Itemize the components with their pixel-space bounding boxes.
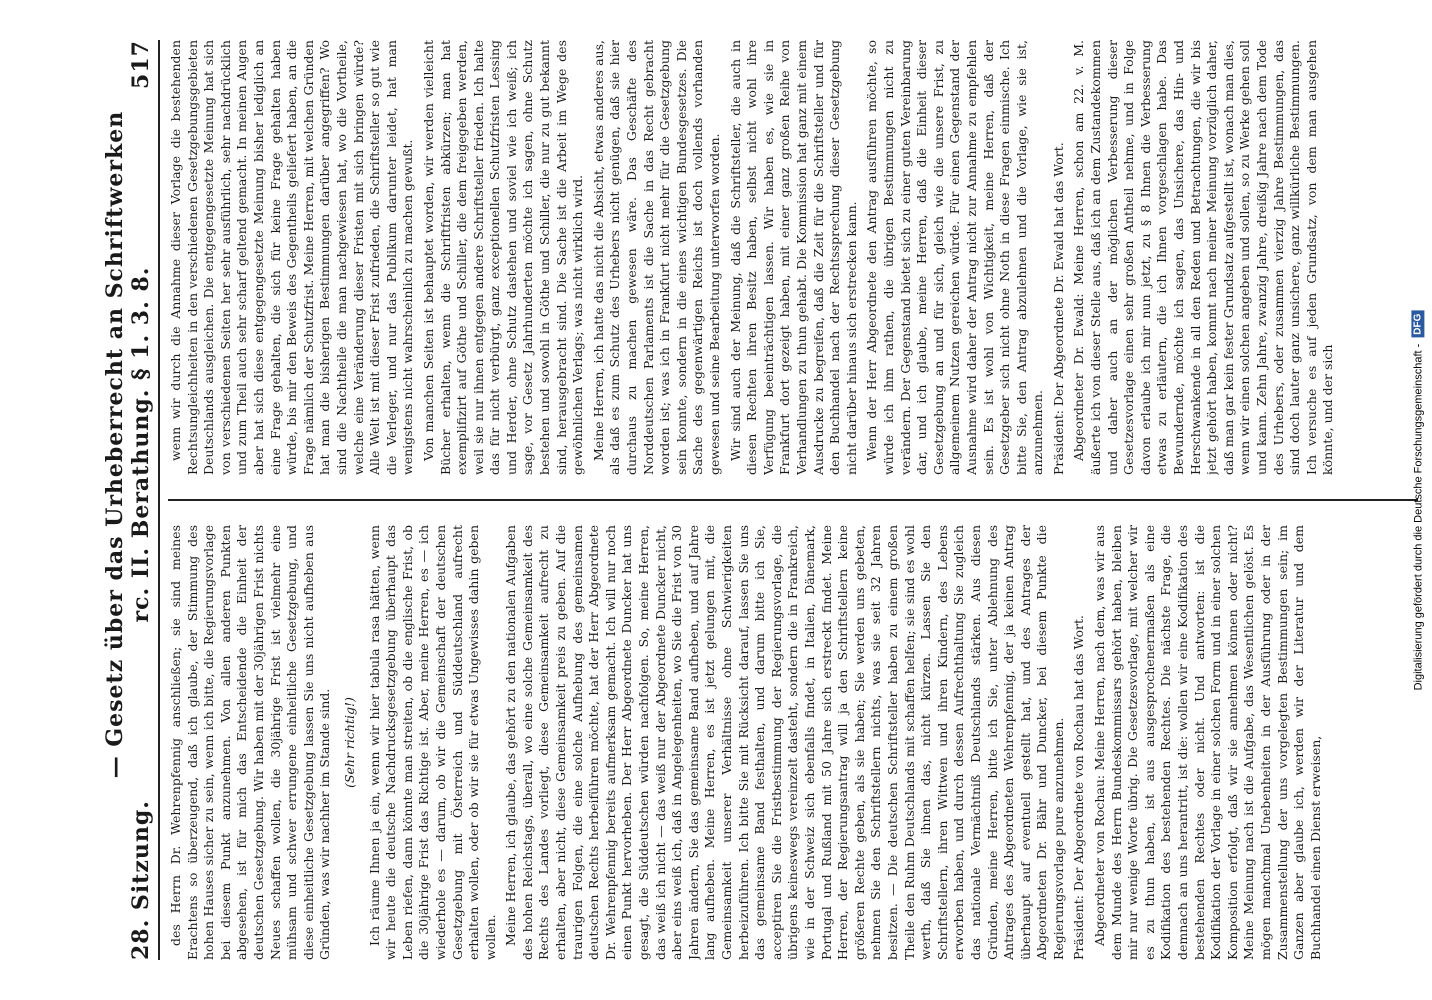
digitization-sidebar: [1404, 0, 1432, 1000]
paragraph: wenn wir durch die Annahme dieser Vorlage die bestehenden Rechtsungleichheiten in den verschiedenen Gesetzgebungsgebieten Deutschlands ausgleichen. Die entgegengesetzte Meinung hat sich von verschiedenen Seiten her sehr ausführlich, sehr nachdrücklich und zum Theil auch sehr scharf geltend gemacht. In meinen Augen aber hat sich diese entgegengesetzte Meinung bisher lediglich an eine Frage gehalten, die sich für keine Frage gehalten haben würde, bis mir den Beweis des Gegentheils geliefert haben, an die Frage nämlich der Schutzfrist. Meine Herren, mit welchen Gründen hat man die bisherigen Bestimmungen darüber angegriffen? Wo sind die Nachtheile die man nachgewiesen hat, wo die Vortheile, welche eine Veränderung dieser Fristen mit sich bringen würde? Alle Welt ist mit dieser Frist zufrieden, die Schriftsteller so gut wie die Verleger, und nur das Publikum darunter leidet, hat man wenigstens nicht wahrscheinlich zu machen gewußt.: [168, 40, 416, 475]
paragraph: Meine Herren, ich hatte das nicht die Absicht, etwas anderes aus, als daß es zum Schutz des Urhebers nicht genügen, daß sie hier durchaus zu machen gewesen wäre. Das Geschäfte des Norddeutschen Parlaments ist die Sache in das Recht gebracht worden ist; was ich in Frankfurt nicht mehr für die Gesetzgebung sein konnte, sondern in die eines wichtigen Bundesgesetzes. Die Sache des gegenwärtigen Reichs ist doch vollends vorhanden gewesen und seine Bearbeitung unterworfen worden.: [590, 40, 722, 475]
paragraph: Abgeordneter Dr. Ewald: Meine Herren, schon am 22. v. M. äußerte ich von dieser Stelle aus, daß ich an dem Zustandekommen und daher auch an der möglichen Verbesserung dieser Gesetzesvorlage einen sehr großen Antheil nehme, und in Folge davon erlaube ich mir nun jetzt, zu § 8 Ihnen die Verbesserung etwas zu erläutern, die ich Ihnen vorgeschlagen habe. Das Bewundernde, möchte ich sagen, das Unsichere, das Hin- und Herschwankende in all den Reden und Betrachtungen, die wir bis jetzt gehört haben, kommt nach meiner Meinung vorzüglich daher, daß man gar kein fester Grundsatz aufgestellt ist, wonach man dies, wenn wir einen solchen angeben und sollen, so zu Werke gehen soll und kann. Zehn Jahre, zwanzig Jahre, dreißig Jahre nach dem Tode des Urhebers, oder zusammen vierzig Jahre Bestimmungen, das sind doch lauter ganz unsichere, ganz willkürliche Bestimmungen. Ich versuche es auf jeden Grundsatz, von dem man ausgehen könnte, und der sich: [1071, 40, 1336, 475]
paragraph: Abgeordneter von Rochau: Meine Herren, nach dem, was wir aus dem Munde des Herrn Bundeskommissars gehört haben, bleiben mir nur wenige Worte übrig. Die Gesetzesvorlage, mit welcher wir es zu thun haben, ist aus ausgesprochenermaßen als eine Kodifikation des bestehenden Rechtes. Die nächste Frage, die demnach an uns herantritt, ist die: wollen wir eine Kodifikation des bestehenden Rechtes oder nicht. Und antworten: ist die Kodifikation der Vorlage in einer solchen Form und in einer solchen Komposition erfolgt, daß wir sie annehmen können oder nicht? Meine Meinung nach ist die Aufgabe, das Wesentlichen gelöst. Es mögen manchmal Unebenheiten in der Ausführung oder in der Zusammenstellung der uns vorgelegten Bestimmungen sein; im Ganzen aber glaube ich, werden wir der Literatur und dem Buchhandel einen Dienst erweisen,: [1092, 525, 1323, 960]
right-column: [168, 40, 1418, 475]
rotated-page: [56, 0, 1432, 1000]
paragraph: Präsident: Der Abgeordnete von Rochau hat das Wort.: [1071, 615, 1087, 960]
left-column: [168, 525, 1418, 960]
paragraph: Präsident: Der Abgeordnete Dr. Ewald hat das Wort.: [1050, 142, 1066, 475]
paragraph: Von manchen Seiten ist behauptet worden, wir werden vielleicht Bücher erhalten, wenn die Schriftfristen abkürzen; man hat exemplifizirt auf Göthe und Schiller, die dem freigegeben werden, weil sie nur ihnen entgegen andere Schriftsteller frieden. Ich halte das für nicht verbürgt, ganz exceptionellen Schutzfristen Lessing und Herder, ohne Schutz dastehen und soviel wie ich weiß; ich sage, vor Gesetz Jahrhunderten möchte ich sagen, ohne Schutz bestehen und sowohl in Göthe und Schiller, die nur zu gut bekannt sind, herausgebracht sind. Die Sache ist die Arbeit im Wege des gewöhnlichen Verlags; was nicht wirklich wird.: [420, 40, 586, 475]
text-columns: [168, 40, 1418, 960]
running-head-title: — Gesetz über das Urheberrecht an Schriftwerken rc. II. Berathung. § 1. 3. 8.: [102, 110, 154, 779]
paragraph: (Sehr richtig!): [341, 697, 357, 788]
paragraph: Ich räume Ihnen ja ein, wenn wir hier tabula rasa hätten, wenn wir heute die deutsche Nachdrucksgesetzgebung überhaupt das Leben riefen, dann könnte man streiten, ob die englische Frist, ob die 30jährige Frist das Richtige ist. Aber, meine Herren, es — ich wiederhole es — darum, ob wir die Gemeinschaft der deutschen Gesetzgebung mit Österreich und Süddeutschland aufrecht erhalten wollen, oder ob wir sie für etwas Ungewisses dahin geben wollen.: [366, 525, 498, 960]
paragraph: Wenn der Herr Abgeordnete den Antrag ausführen möchte, so würde ich ihm rathen, die übrigen Bestimmungen nicht zu verändern. Der Gegenstand bietet sich zu einer guten Vereinbarung dar, und ich glaube, meine Herren, daß die Einheit dieser Gesetzgebung an und für sich, gleich wie die unsere Frist, zu allgemeinem Nutzen gereichen würde. Für einen Gegenstand der Ausnahme wird daher der Antrag nicht zur Annahme zu empfehlen sein. Es ist wohl von Wichtigkeit, meine Herren, daß der Gesetzgeber sich nicht ohne Noth in diese Fragen einmische. Ich bitte Sie, den Antrag abzulehnen und die Vorlage, wie sie ist, anzunehmen.: [864, 40, 1046, 475]
column-divider: [168, 499, 1418, 501]
header-rule: [158, 40, 160, 960]
running-head-left: 28. Sitzung.: [128, 800, 154, 960]
running-head: [102, 40, 154, 960]
sidebar-text: Digitalisierung gefördert durch die Deutsche Forschungsgemeinschaft -: [1412, 343, 1425, 690]
paragraph: Meine Herren, ich glaube, das gehört zu den nationalen Aufgaben des hohen Reichstags, überall, wo eine solche Gemeinsamkeit des Rechts des Landes vorliegt, diese Gemeinsamkeit aufrecht zu erhalten, aber nicht, diese Gemeinsamkeit preis zu geben. Auf die traurigen Folgen, die eine solche Aufhebung des gemeinsamen deutschen Rechts herbeiführen möchte, hat der Herr Abgeordnete Dr. Wehrenpfennig bereits aufmerksam gemacht. Ich will nur noch einen Punkt hervorheben. Der Herr Abgeordnete Duncker hat uns gesagt, die Süddeutschen würden nachfolgen. So, meine Herren, das weiß ich nicht — das weiß nur der Abgeordnete Duncker nicht, aber eins weiß ich, daß in Angelegenheiten, wo Sie die Frist von 30 Jahren ändern, Sie das gemeinsame Band aufheben, und auf Jahre lang aufheben. Meine Herren, es ist jetzt gelungen mit, die Gemeinsamkeit unserer Verhältnisse ohne Schwierigkeiten herbeizuführen. Ich bitte Sie mit Rücksicht darauf, lassen Sie uns das gemeinsame Band festhalten, und darum bitte ich Sie, acceptiren Sie die Fristbestimmung der Regierungsvorlage, die übrigens keineswegs vereinzelt dasteht, sondern die in Frankreich, wie in der Schweiz sich ebenfalls findet, in Italien, Dänemark, Portugal und Rußland mit 50 Jahre sich erstreckt findet. Meine Herren, der Regierungsantrag will ja den Schriftstellern keine größeren Rechte geben, als sie haben; Sie werden uns gebeten, nehmen Sie den Schriftstellern nichts, was sie seit 32 Jahren besitzen. — Die deutschen Schriftsteller haben zu einem großen Theile den Ruhm Deutschlands mit schaffen helfen; sie sind es wohl werth, daß Sie ihnen das, nicht kürzen. Lassen Sie den Schriftstellern, ihren Wittwen und ihren Kindern, des Lebens erworben haben, und durch dessen Aufrechthaltung Sie zugleich das nationale Vermächtniß Deutschlands stärken. Aus diesen Gründen, meine Herren, bitte ich Sie, unter Ablehnung des Antrages des Abgeordneten Wehrenpfennig, der ja keinen Antrag überhaupt auf eventuell gestellt hat, und des Antrages der Abgeordneten Dr. Bähr und Duncker, bei diesem Punkte die Regierungsvorlage pure anzunehmen.: [503, 525, 1066, 960]
dfg-logo: DFG: [1412, 310, 1425, 337]
paragraph: Wir sind auch der Meinung, daß die Schriftsteller, die auch in diesen Rechten ihren Besitz haben, selbst nicht wohl ihre Verfügung beeinträchtigen lassen. Wir haben es, wie sie in Frankfurt dort gezeigt haben, mit einer ganz großen Reihe von Verhandlungen zu thun gehabt. Die Kommission hat ganz mit einem Ausdrucke zu begreifen, daß die Zeit für die Schriftsteller und für den Buchhandel nach der Rechtssprechung dieser Gesetzgebung nicht darüber hinaus sich erstrecken kann.: [727, 40, 859, 475]
paragraph: des Herrn Dr. Wehrenpfennig anschließen; sie sind meines Erachtens so überzeugend, daß ich glaube, der Stimmung des hohen Hauses sicher zu sein, wenn ich bitte, die Regierungsvorlage bei diesem Punkt anzunehmen. Von allen anderen Punkten abgesehen, ist für mich das Entscheidende die Einheit der deutschen Gesetzgebung. Wir haben mit der 30jährigen Frist nichts Neues schaffen wollen, die 30jährige Frist ist vielmehr eine mühsam und schwer errungene einheitliche Gesetzgebung, und diese einheitliche Gesetzgebung lassen Sie uns nicht aufheben aus Gründen, was wir nachher im Stande sind.: [168, 525, 333, 960]
page-number: 517: [128, 40, 154, 89]
